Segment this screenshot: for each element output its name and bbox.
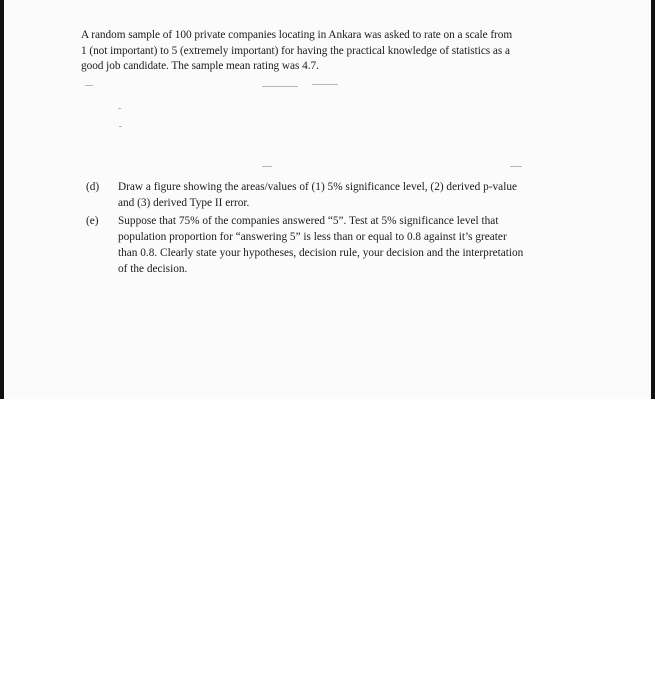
part-line: Suppose that 75% of the companies answered “5”. Test at 5% significance level that bbox=[118, 215, 499, 228]
smudge bbox=[312, 84, 338, 85]
smudge bbox=[262, 166, 272, 167]
part-marker: (e) bbox=[86, 215, 99, 228]
question-part-e bbox=[86, 214, 586, 277]
smudge bbox=[85, 85, 93, 86]
question-intro bbox=[81, 28, 581, 75]
smudge bbox=[510, 166, 522, 167]
question-parts bbox=[86, 180, 586, 280]
part-text bbox=[118, 180, 586, 211]
smudge bbox=[262, 86, 298, 87]
question-part-d bbox=[86, 180, 586, 211]
page-right-edge bbox=[651, 0, 655, 399]
part-line: and (3) derived Type II error. bbox=[118, 196, 250, 209]
smudge bbox=[118, 108, 121, 109]
part-line: Draw a figure showing the areas/values of (1) 5% significance level, (2) derived p-value bbox=[118, 181, 517, 193]
intro-line: A random sample of 100 private companies locating in Ankara was asked to rate on a scale from bbox=[81, 29, 513, 41]
smudge bbox=[119, 126, 122, 127]
part-line: than 0.8. Clearly state your hypotheses, decision rule, your decision and the interpretation bbox=[118, 246, 524, 259]
part-marker: (d) bbox=[86, 181, 100, 193]
part-line: population proportion for “answering 5” is less than or equal to 0.8 against it’s greater bbox=[118, 231, 507, 244]
intro-line: good job candidate. The sample mean rating was 4.7. bbox=[81, 60, 319, 73]
intro-line: 1 (not important) to 5 (extremely important) for having the practical knowledge of statistics as a bbox=[81, 44, 510, 57]
part-line: of the decision. bbox=[118, 262, 188, 275]
part-text bbox=[118, 214, 586, 277]
page-left-edge bbox=[0, 0, 4, 399]
